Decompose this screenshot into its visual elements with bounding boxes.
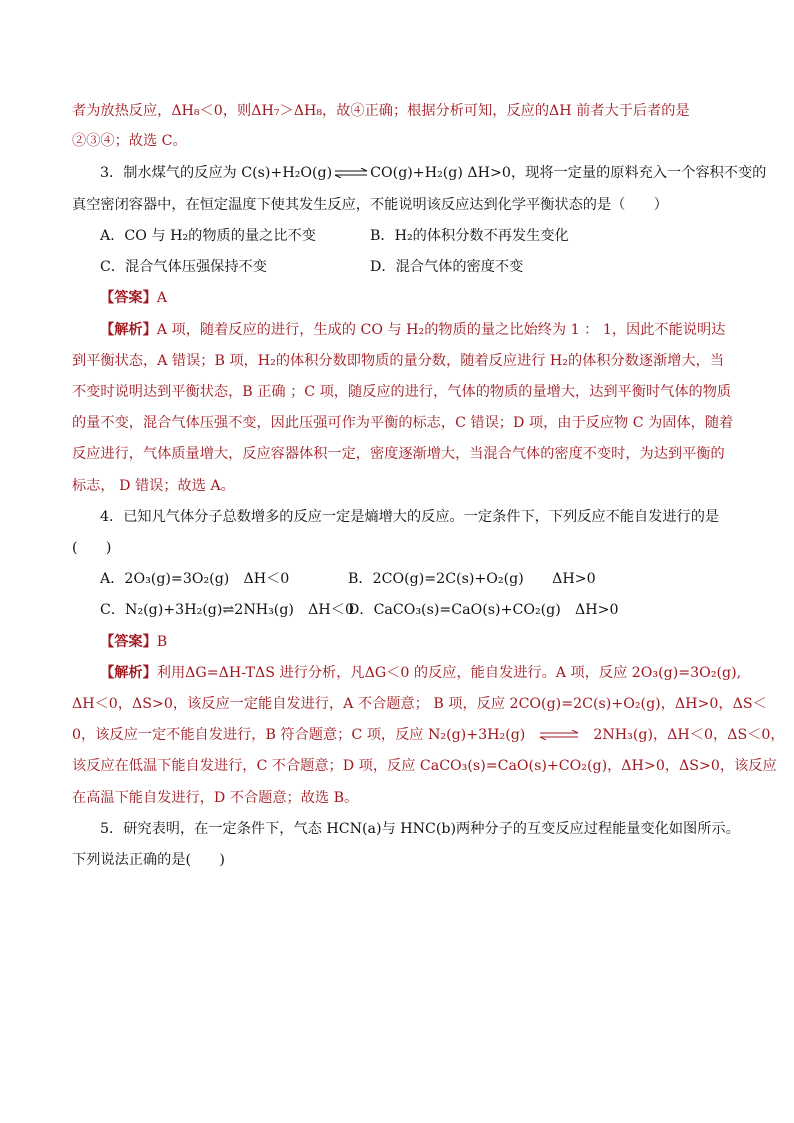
q4-analysis-line-3	[72, 725, 785, 745]
q3-stem-part-b: CO(g)+H₂(g) ΔH>0，现将一定量的原料充入一个容积不变的	[370, 165, 767, 181]
q3-analysis-line-3: 不变时说明达到平衡状态，B 正确 ；C 项，随反应的进行，气体的物质的量增大，达到平衡时气体的物质	[72, 384, 732, 400]
q4-analysis-line-4: 该反应在低温下能自发进行，C 不合题意；D 项，反应 CaCO₃(s)=CaO(s)+CO₂(g)，ΔH>0，ΔS>0，该反应	[72, 758, 777, 774]
q3-analysis-line-1	[100, 320, 760, 340]
q4-option-d: D．CaCO₃(s)=CaO(s)+CO₂(g) ΔH>0	[348, 602, 619, 618]
q3-option-d: D．混合气体的密度不变	[370, 259, 524, 275]
q3-analysis-line-6: 标志， D 错误；故选 A。	[72, 478, 235, 494]
q3-option-b: B．H₂的体积分数不再发生变化	[370, 228, 569, 244]
q4-answer	[100, 632, 760, 652]
q3-answer	[100, 288, 760, 308]
analysis-text-a: 0，该反应一定不能自发进行，B 符合题意；C 项，反应 N₂(g)+3H₂(g)	[72, 727, 526, 743]
q3-option-a: A．CO 与 H₂的物质的量之比不变	[100, 228, 316, 244]
analysis-text: 利用ΔG=ΔH-TΔS 进行分析，凡ΔG＜0 的反应，能自发进行。A 项，反应 2O₃(g)=3O₂(g),	[156, 665, 742, 681]
answer-value: A	[156, 290, 168, 306]
q4-analysis-line-5: 在高温下能自发进行，D 不合题意；故选 B。	[72, 790, 359, 806]
equilibrium-arrow-icon	[539, 730, 579, 740]
answer-value: B	[156, 634, 168, 650]
answer-tag: 【答案】	[100, 290, 157, 306]
analysis-text-b: 2NH₃(g)，ΔH＜0，ΔS＜0，	[593, 727, 785, 743]
q4-option-c: C．N₂(g)+3H₂(g)⇌2NH₃(g) ΔH＜0	[100, 602, 354, 618]
q3-stem-line-1	[100, 163, 767, 183]
q3-analysis-line-5: 反应进行，气体质量增大，反应容器体积一定，密度逐渐增大，当混合气体的密度不变时，为达到平衡的	[72, 446, 725, 462]
q4-stem-line-2: ( )	[72, 540, 112, 556]
analysis-text: A 项，随着反应的进行，生成的 CO 与 H₂的物质的量之比始终为 1 ： 1，因此不能说明达	[156, 322, 726, 338]
q4-option-a: A．2O₃(g)=3O₂(g) ΔH＜0	[100, 571, 290, 587]
answer-tag: 【答案】	[100, 634, 157, 650]
q3-stem-line-2: 真空密闭容器中，在恒定温度下使其发生反应，不能说明该反应达到化学平衡状态的是（ ）	[72, 197, 668, 213]
q4-stem-line-1: 4．已知凡气体分子总数增多的反应一定是熵增大的反应。一定条件下，下列反应不能自发进行的是	[100, 509, 720, 525]
continuation-line-1: 者为放热反应，ΔH₈＜0，则ΔH₇＞ΔH₈，故④正确；根据分析可知，反应的ΔH 前者大于后者的是	[72, 103, 690, 119]
analysis-tag: 【解析】	[100, 665, 157, 681]
q3-analysis-line-2: 到平衡状态，A 错误；B 项，H₂的体积分数即物质的量分数，随着反应进行 H₂的体积分数逐渐增大，当	[72, 353, 725, 369]
q4-option-b: B．2CO(g)=2C(s)+O₂(g) ΔH>0	[348, 571, 596, 587]
q3-analysis-line-4: 的量不变，混合气体压强不变，因此压强可作为平衡的标志，C 错误；D 项，由于反应物 C 为固体，随着	[72, 415, 734, 431]
q4-analysis-line-2: ΔH＜0，ΔS>0，该反应一定能自发进行，A 不合题意； B 项，反应 2CO(g)=2C(s)+O₂(g)，ΔH>0，ΔS＜	[72, 696, 767, 712]
q3-option-c: C．混合气体压强保持不变	[100, 259, 267, 275]
equilibrium-arrow-icon	[334, 168, 368, 178]
q3-stem-part-a: 3．制水煤气的反应为 C(s)+H₂O(g)	[100, 165, 333, 181]
continuation-line-2: ②③④；故选 C。	[72, 133, 187, 149]
analysis-tag: 【解析】	[100, 322, 157, 338]
q5-stem-line-2: 下列说法正确的是( )	[72, 852, 225, 868]
q5-stem-line-1: 5．研究表明，在一定条件下，气态 HCN(a)与 HNC(b)两种分子的互变反应过程能量变化如图所示。	[100, 821, 740, 837]
q4-analysis-line-1	[100, 663, 760, 683]
